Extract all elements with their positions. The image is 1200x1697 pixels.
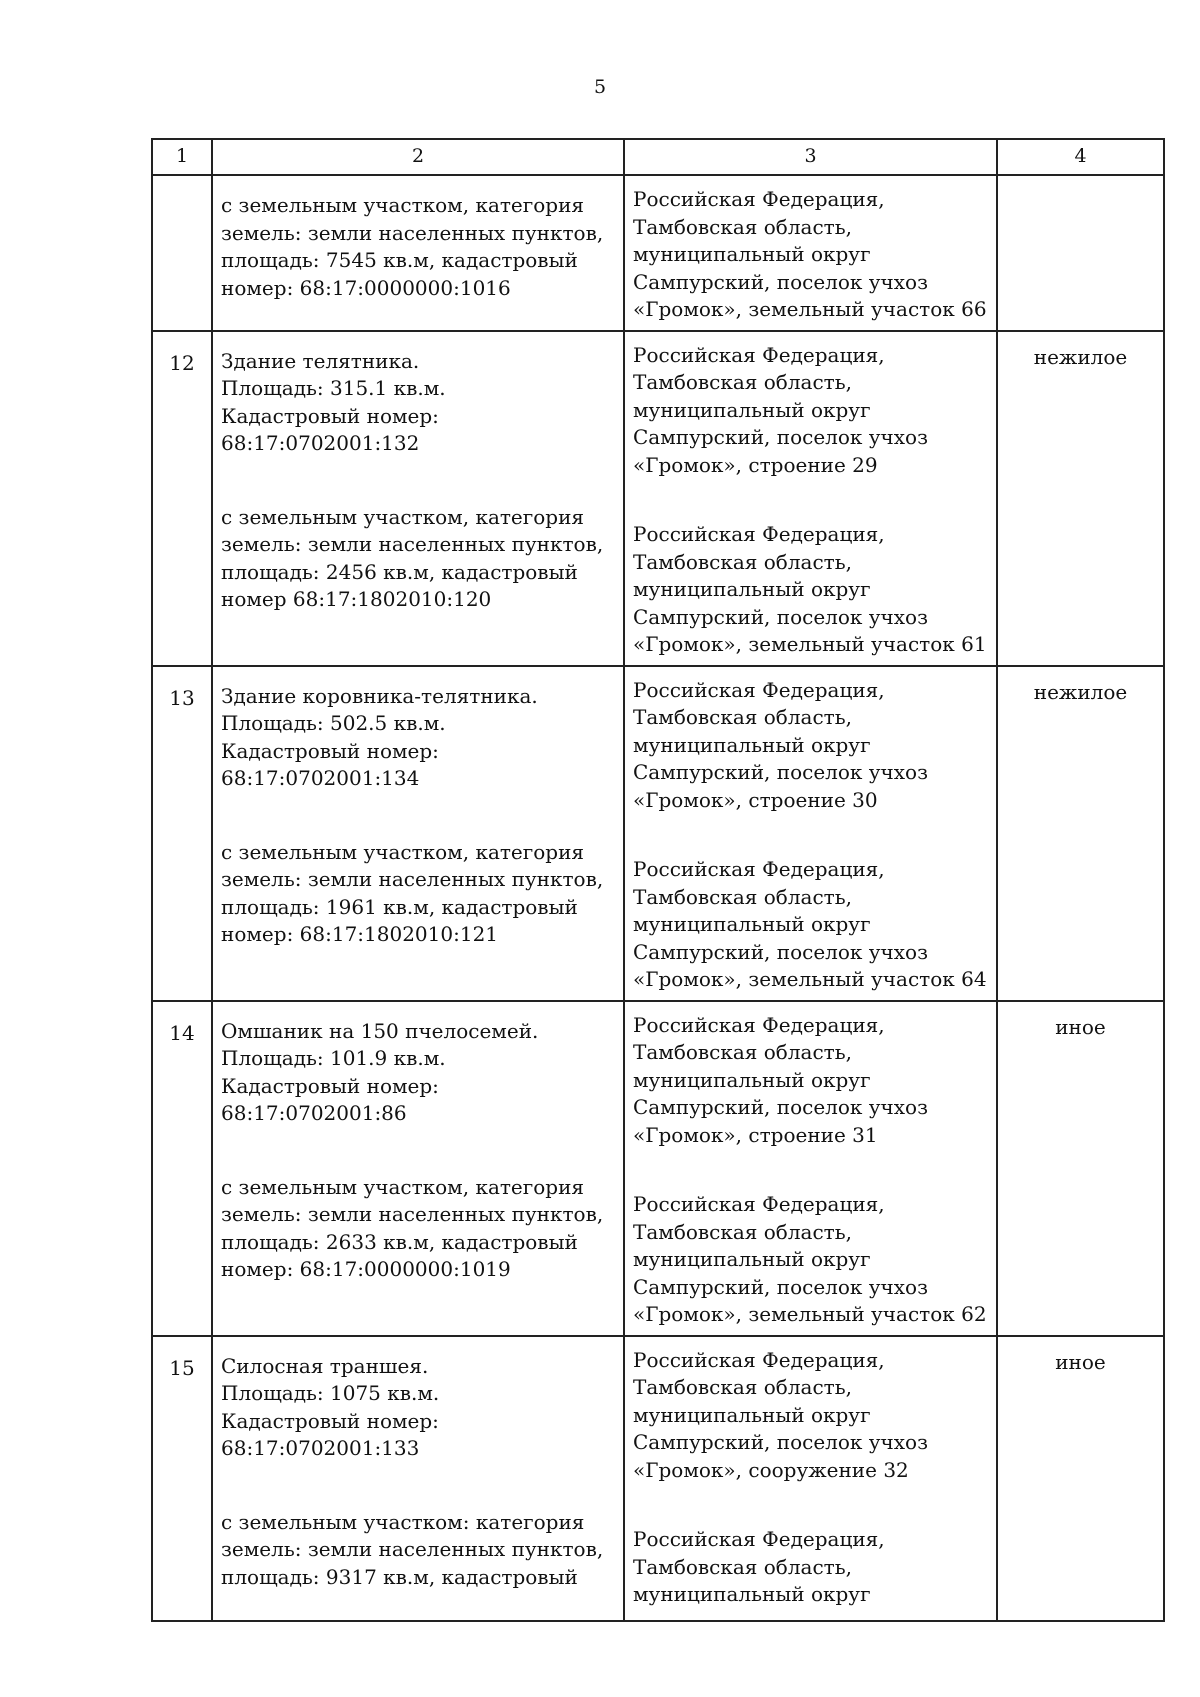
address-line: «Громок», земельный участок 61: [633, 632, 987, 656]
address-line: Сампурский, поселок учхоз: [633, 1095, 928, 1119]
table-header-row: [152, 139, 1164, 175]
header-col-2: 2: [212, 139, 624, 175]
land-line: земель: земли населенных пунктов,: [221, 1537, 604, 1561]
address-line: муниципальный округ: [633, 912, 871, 936]
address-line: Сампурский, поселок учхоз: [633, 1274, 928, 1299]
row-number: 14: [152, 1001, 212, 1336]
object-description: [221, 348, 617, 458]
address-line: Российская Федерация,: [633, 1527, 885, 1551]
land-line: номер: 68:17:0000000:1016: [221, 275, 511, 300]
page-number: 5: [593, 76, 607, 98]
row-number: [152, 175, 212, 331]
address-line: Тамбовская область,: [633, 1554, 852, 1579]
address-line: Сампурский, поселок учхоз: [633, 760, 928, 784]
address-cell: [624, 1001, 997, 1336]
object-address: [633, 342, 990, 480]
object-line: Кадастровый номер:: [221, 1073, 439, 1098]
object-kind: иное: [997, 1001, 1164, 1336]
property-table: [151, 138, 1165, 1622]
object-kind: нежилое: [997, 666, 1164, 1001]
object-line: 68:17:0702001:133: [221, 1436, 420, 1460]
object-line: 68:17:0702001:132: [221, 431, 420, 455]
land-line: с земельным участком, категория: [221, 504, 585, 529]
land-line: земель: земли населенных пунктов,: [221, 532, 604, 556]
land-plot-address: [633, 1526, 990, 1609]
land-plot-address: [633, 521, 990, 659]
address-line: Российская Федерация,: [633, 342, 885, 367]
address-line: Сампурский, поселок учхоз: [633, 1430, 928, 1454]
object-kind: [997, 175, 1164, 331]
land-plot-address: [633, 1191, 990, 1329]
object-line: Кадастровый номер:: [221, 403, 439, 428]
address-line: Тамбовская область,: [633, 549, 852, 574]
land-line: с земельным участком, категория: [221, 839, 585, 864]
object-address: [633, 1012, 990, 1150]
address-cell: [624, 331, 997, 666]
land-plot-description: [221, 504, 617, 614]
land-plot-description: [221, 839, 617, 949]
land-line: площадь: 1961 кв.м, кадастровый: [221, 894, 578, 919]
land-line: с земельным участком, категория: [221, 193, 585, 217]
object-address: [633, 677, 990, 815]
object-line: 68:17:0702001:86: [221, 1101, 407, 1125]
address-line: Российская Федерация,: [633, 1012, 885, 1037]
object-description: [221, 1018, 617, 1128]
address-line: Российская Федерация,: [633, 1192, 885, 1216]
object-description-cell: [212, 1336, 624, 1621]
land-line: земель: земли населенных пунктов,: [221, 220, 604, 245]
address-line: «Громок», земельный участок 66: [633, 297, 987, 321]
address-line: «Громок», строение 31: [633, 1122, 878, 1147]
address-line: «Громок», строение 30: [633, 787, 878, 812]
object-description-cell: [212, 1001, 624, 1336]
address-cell: [624, 175, 997, 331]
row-number: 13: [152, 666, 212, 1001]
header-col-3: 3: [624, 139, 997, 175]
address-line: Российская Федерация,: [633, 857, 885, 881]
table-row: [152, 1001, 1164, 1336]
object-description: [221, 1353, 617, 1463]
address-line: муниципальный округ: [633, 1247, 871, 1271]
address-line: Российская Федерация,: [633, 522, 885, 546]
address-line: Тамбовская область,: [633, 214, 852, 239]
land-line: площадь: 2456 кв.м, кадастровый: [221, 559, 578, 584]
land-line: номер: 68:17:1802010:121: [221, 922, 499, 946]
land-plot-address: [633, 856, 990, 994]
object-kind: иное: [997, 1336, 1164, 1621]
address-line: Российская Федерация,: [633, 1347, 885, 1372]
address-line: муниципальный округ: [633, 577, 871, 601]
address-line: Российская Федерация,: [633, 187, 885, 211]
address-line: Сампурский, поселок учхоз: [633, 269, 928, 294]
address-line: Сампурский, поселок учхоз: [633, 425, 928, 449]
address-line: Сампурский, поселок учхоз: [633, 939, 928, 964]
address-line: Тамбовская область,: [633, 884, 852, 909]
table-row: [152, 331, 1164, 666]
address-line: «Громок», строение 29: [633, 452, 878, 477]
table-row: [152, 175, 1164, 331]
object-description-cell: [212, 666, 624, 1001]
object-description-cell: [212, 331, 624, 666]
object-description: [221, 683, 617, 793]
address-line: муниципальный округ: [633, 1582, 871, 1606]
object-line: Площадь: 315.1 кв.м.: [221, 376, 446, 400]
land-line: номер: 68:17:0000000:1019: [221, 1257, 511, 1281]
row-number: 15: [152, 1336, 212, 1621]
land-plot-description: [221, 1174, 617, 1284]
address-cell: [624, 666, 997, 1001]
object-description-cell: [212, 175, 624, 331]
land-plot-address: [633, 186, 990, 324]
land-line: площадь: 9317 кв.м, кадастровый: [221, 1564, 578, 1589]
address-line: муниципальный округ: [633, 397, 871, 422]
header-col-4: 4: [997, 139, 1164, 175]
land-line: с земельным участком: категория: [221, 1509, 585, 1534]
table-row: [152, 666, 1164, 1001]
address-line: Тамбовская область,: [633, 1219, 852, 1244]
address-line: Тамбовская область,: [633, 1375, 852, 1399]
address-line: «Громок», земельный участок 62: [633, 1302, 987, 1326]
object-line: 68:17:0702001:134: [221, 766, 420, 790]
land-line: земель: земли населенных пунктов,: [221, 867, 604, 891]
address-line: муниципальный округ: [633, 1402, 871, 1427]
address-line: Сампурский, поселок учхоз: [633, 604, 928, 629]
object-line: Силосная траншея.: [221, 1353, 429, 1378]
row-number: 12: [152, 331, 212, 666]
address-line: Тамбовская область,: [633, 370, 852, 394]
land-line: площадь: 2633 кв.м, кадастровый: [221, 1229, 578, 1254]
address-line: муниципальный округ: [633, 732, 871, 757]
object-address: [633, 1347, 990, 1485]
land-line: с земельным участком, категория: [221, 1174, 585, 1199]
object-line: Кадастровый номер:: [221, 738, 439, 763]
object-line: Площадь: 101.9 кв.м.: [221, 1046, 446, 1070]
object-line: Кадастровый номер:: [221, 1408, 439, 1433]
address-line: Тамбовская область,: [633, 1040, 852, 1064]
object-line: Площадь: 1075 кв.м.: [221, 1381, 440, 1405]
object-line: Омшаник на 150 пчелосемей.: [221, 1018, 539, 1043]
address-line: «Громок», земельный участок 64: [633, 967, 987, 991]
address-line: Тамбовская область,: [633, 705, 852, 729]
object-line: Площадь: 502.5 кв.м.: [221, 711, 446, 735]
land-plot-description: [221, 1509, 617, 1592]
address-line: муниципальный округ: [633, 242, 871, 266]
object-line: Здание коровника-телятника.: [221, 683, 538, 708]
land-line: земель: земли населенных пунктов,: [221, 1202, 604, 1226]
address-line: «Громок», сооружение 32: [633, 1457, 909, 1482]
table-row: [152, 1336, 1164, 1621]
address-line: Российская Федерация,: [633, 677, 885, 702]
address-cell: [624, 1336, 997, 1621]
land-line: номер 68:17:1802010:120: [221, 587, 492, 611]
object-line: Здание телятника.: [221, 348, 420, 373]
land-line: площадь: 7545 кв.м, кадастровый: [221, 248, 578, 272]
address-line: муниципальный округ: [633, 1067, 871, 1092]
header-col-1: 1: [152, 139, 212, 175]
object-kind: нежилое: [997, 331, 1164, 666]
land-plot-description: [221, 192, 617, 302]
